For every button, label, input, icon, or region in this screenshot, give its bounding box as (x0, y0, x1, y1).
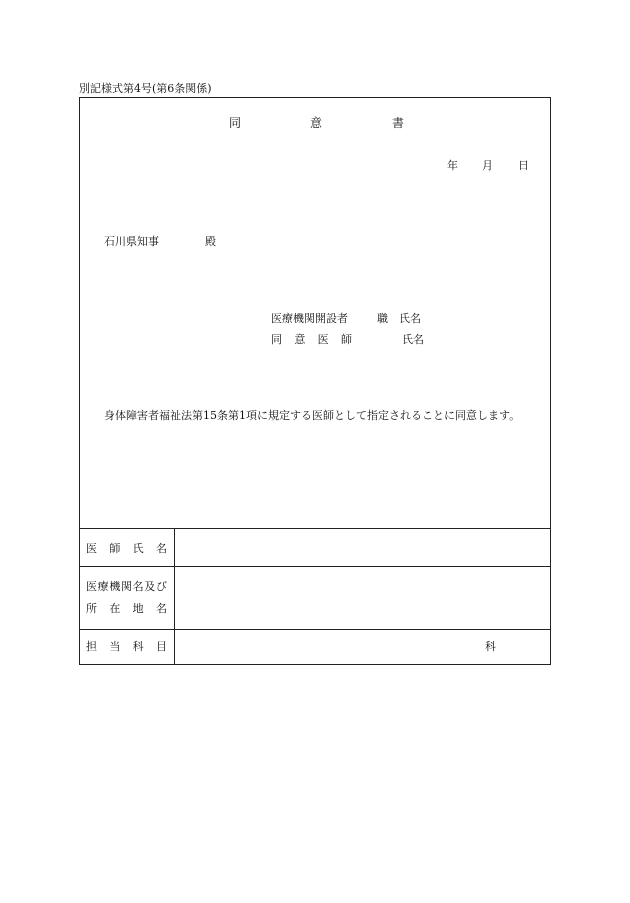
label-char: 名 (155, 602, 167, 615)
label-char: 氏 (132, 542, 144, 555)
label-char: 医 (86, 542, 97, 555)
label-char: 目 (155, 640, 167, 653)
label-char: 師 (109, 542, 121, 555)
document-title-char: 同 (229, 116, 242, 130)
label-char: 所 (86, 602, 97, 615)
applicant-label: 医療機関開設者 (271, 312, 348, 325)
label-char: 医 (86, 580, 97, 593)
form-number-label: 別記様式第4号(第6条関係) (79, 82, 212, 95)
date-day-label: 日 (518, 159, 529, 172)
label-char: 当 (109, 640, 121, 653)
label-char: 名 (155, 542, 167, 555)
label-char: 医 (317, 333, 329, 346)
doctor-name-row-label (86, 543, 167, 554)
label-char: 地 (132, 602, 144, 615)
department-suffix: 科 (485, 640, 496, 653)
document-title-char: 意 (310, 116, 323, 130)
consenting-doctor-label (271, 334, 352, 345)
label-char: 療 (97, 580, 109, 593)
label-char: 機 (109, 580, 121, 593)
label-char: 科 (132, 640, 144, 653)
honorific: 殿 (205, 235, 216, 248)
label-char: 関 (120, 580, 132, 593)
date-year-label: 年 (447, 159, 458, 172)
label-char: 担 (86, 640, 97, 653)
label-char: び (155, 580, 167, 593)
label-char: 及 (144, 580, 156, 593)
label-char: 師 (340, 333, 352, 346)
table-row-divider (80, 629, 550, 630)
table-row-divider (80, 566, 550, 567)
addressee: 石川県知事 (104, 235, 159, 248)
institution-address-row-label (86, 603, 167, 614)
applicant-title-name-label: 職 氏名 (377, 312, 421, 325)
doctor-name-label: 氏名 (402, 333, 424, 346)
label-char: 名 (132, 580, 144, 593)
table-column-divider (174, 528, 175, 664)
document-title-char: 書 (392, 116, 405, 130)
label-char: 在 (109, 602, 121, 615)
table-top-rule (80, 528, 550, 529)
label-char: 同 (271, 333, 282, 346)
label-char: 意 (294, 333, 306, 346)
consent-statement: 身体障害者福祉法第15条第1項に規定する医師として指定されることに同意します。 (104, 409, 521, 422)
department-row-label (86, 641, 167, 652)
institution-name-row-label (86, 581, 167, 592)
date-month-label: 月 (482, 159, 493, 172)
